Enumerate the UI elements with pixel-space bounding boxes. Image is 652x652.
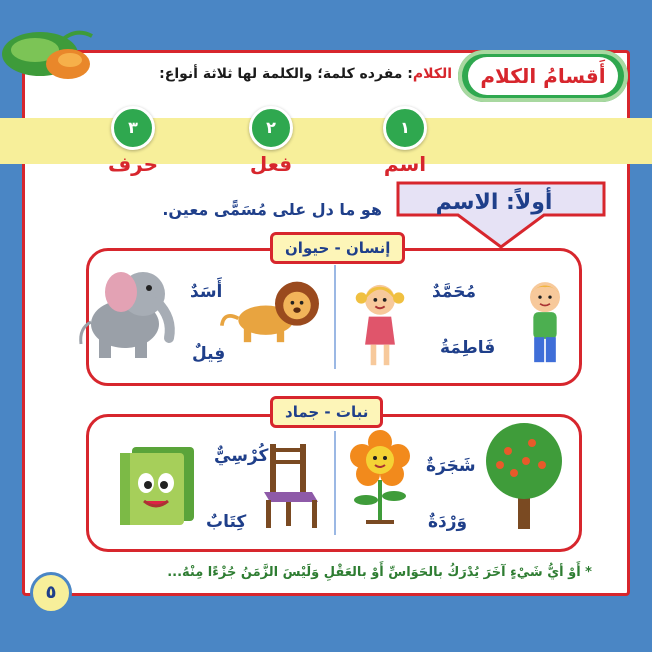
word-elephant: فِيلٌ <box>192 344 226 364</box>
elephant-icon <box>72 262 184 362</box>
word-fatima: فَاطِمَةُ <box>440 338 496 358</box>
title-badge <box>458 50 628 102</box>
category-noun <box>370 106 440 176</box>
word-mohammad: مُحَمَّدٌ <box>432 282 476 302</box>
noun-definition: هو ما دل على مُسَمًّى معين. <box>162 200 382 219</box>
page-number: ٥ <box>30 572 72 614</box>
category-particle <box>98 106 168 176</box>
definition-line <box>159 66 452 82</box>
definition-label: الكلام <box>412 66 452 82</box>
girl-icon <box>352 278 408 374</box>
boy-icon <box>520 268 570 378</box>
category-number: ٢ <box>249 106 293 150</box>
tree-icon <box>480 420 570 532</box>
word-book: كِتَابٌ <box>206 512 247 532</box>
word-chair: كُرْسِيٌّ <box>214 446 269 466</box>
panel-tag: إنسان - حيوان <box>270 232 405 264</box>
panel-tag: نبات - جماد <box>270 396 383 428</box>
page-title: أَقسامُ الكلام <box>468 57 618 95</box>
category-label: اسم <box>383 152 427 176</box>
flower-icon <box>340 428 420 528</box>
book-icon <box>112 436 202 528</box>
panel-divider <box>334 431 336 535</box>
word-lion: أَسَدٌ <box>190 282 223 302</box>
definition-text: : مفرده كلمة؛ والكلمة لها ثلاثة أنواع: <box>159 66 413 82</box>
footnote: * أَوْ أيُّ شَيْءٍ آخَرَ يُدْرَكُ بالحَوَاسِّ أَوْ بالعَقْلِ وَلَيْسَ الزَّمَنُ جُزْءًا مِنْهُ... <box>167 565 592 580</box>
category-verb <box>236 106 306 176</box>
category-number: ٣ <box>111 106 155 150</box>
category-number: ١ <box>383 106 427 150</box>
lion-icon <box>220 272 330 350</box>
mango-icon <box>0 22 100 82</box>
category-label: حرف <box>107 152 159 176</box>
section-heading: أولاً: الاسم <box>435 190 553 215</box>
panel-divider <box>334 265 336 369</box>
word-rose: وَرْدَةٌ <box>428 512 468 532</box>
category-label: فعل <box>249 152 293 176</box>
word-tree: شَجَرَةٌ <box>426 456 476 476</box>
